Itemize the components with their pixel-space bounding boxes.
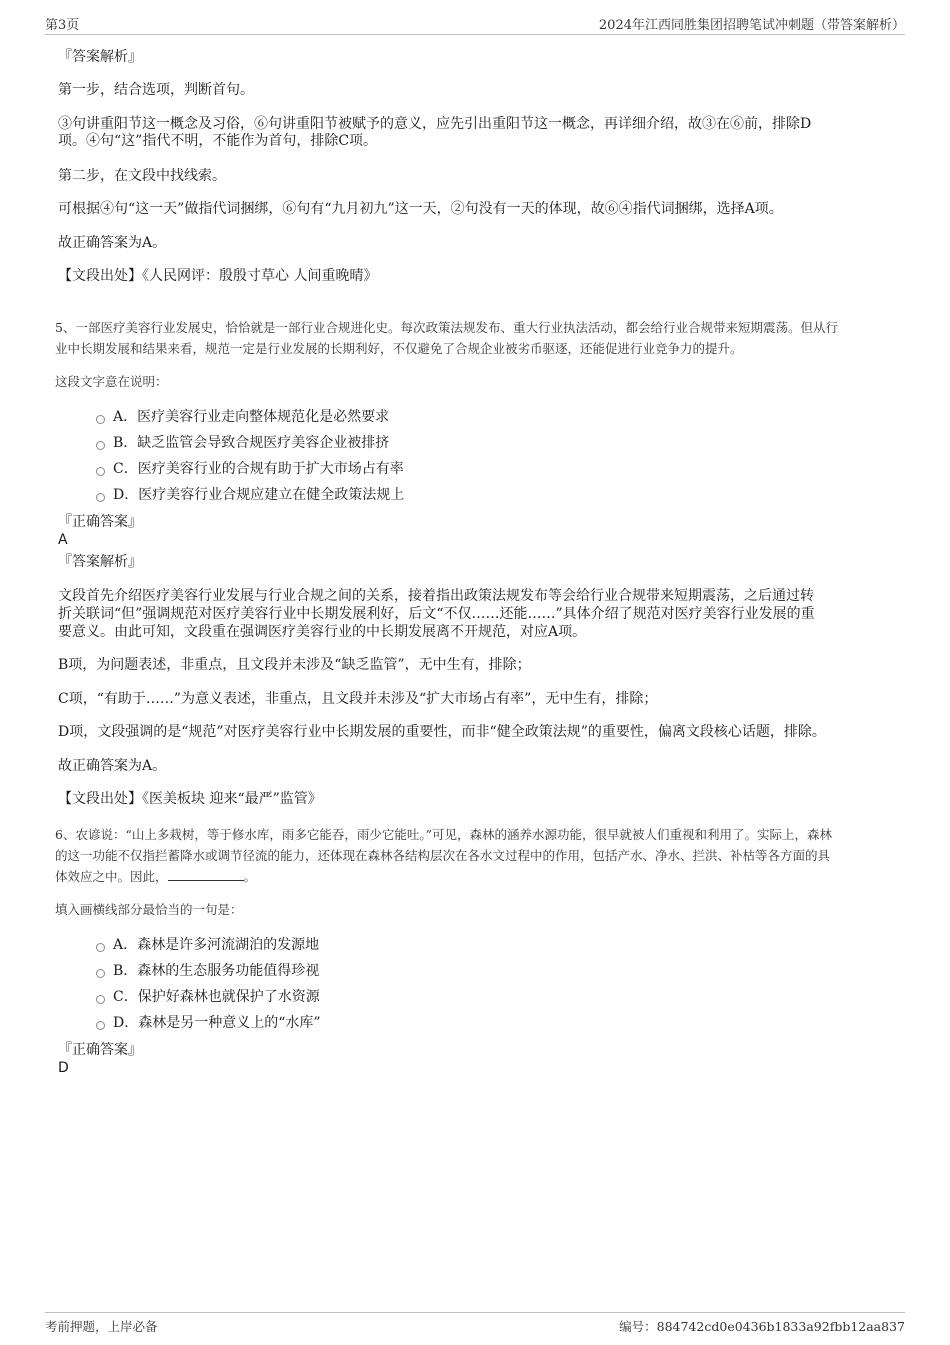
q5-option-b[interactable] — [96, 434, 389, 452]
radio-icon[interactable] — [96, 995, 105, 1004]
analysis-paragraph-line: 折关联词“但”强调规范对医疗美容行业中长期发展利好，后文“不仅……还能……”具体介绍了规范对医疗美容行业发展的重 — [58, 606, 815, 622]
radio-icon[interactable] — [96, 441, 105, 450]
analysis-heading: 『答案解析』 — [58, 49, 142, 65]
option-label: C．医疗美容行业的合规有助于扩大市场占有率 — [113, 461, 404, 477]
answer-conclusion: 故正确答案为A。 — [58, 235, 167, 251]
correct-answer: A — [58, 532, 68, 548]
question-6-prompt: 填入画横线部分最恰当的一句是： — [55, 902, 243, 917]
option-label: B．缺乏监管会导致合规医疗美容企业被排挤 — [113, 435, 390, 451]
radio-icon[interactable] — [96, 493, 105, 502]
q6-option-c[interactable] — [96, 988, 320, 1006]
analysis-paragraph-line: 项。④句“这”指代不明，不能作为首句，排除C项。 — [58, 133, 378, 149]
correct-answer-heading: 『正确答案』 — [58, 1042, 142, 1058]
q5-option-c[interactable] — [96, 460, 404, 478]
option-label: D．医疗美容行业合规应建立在健全政策法规上 — [113, 487, 405, 503]
question-line: 业中长期发展和结果来看，规范一定是行业发展的长期利好，不仅避免了合规企业被劣币驱逐，还能促进行业竞争力的提升。 — [55, 341, 743, 356]
analysis-paragraph-line: 文段首先介绍医疗美容行业发展与行业合规之间的关系，接着指出政策法规发布等会给行业合规带来短期震荡，之后通过转 — [58, 588, 814, 604]
analysis-step2: 第二步，在文段中找线索。 — [58, 168, 226, 184]
source-citation: 【文段出处】《医美板块 迎来“最严”监管》 — [58, 791, 322, 807]
fill-in-blank — [168, 868, 244, 881]
analysis-paragraph-line: ③句讲重阳节这一概念及习俗，⑥句讲重阳节被赋予的意义，应先引出重阳节这一概念，再详细介绍，故③在⑥前，排除D — [58, 116, 812, 132]
question-line: 5、一部医疗美容行业发展史，恰恰就是一部行业合规进化史。每次政策法规发布、重大行业执法活动，都会给行业合规带来短期震荡。但从行 — [55, 320, 838, 335]
correct-answer-heading: 『正确答案』 — [58, 514, 142, 530]
question-5-prompt: 这段文字意在说明： — [55, 374, 168, 389]
analysis-paragraph: 可根据④句“这一天”做指代词捆绑，⑥句有“九月初九”这一天，②句没有一天的体现，故⑥④指代词捆绑，选择A项。 — [58, 201, 783, 217]
question-6-text — [55, 824, 895, 887]
option-label: B．森林的生态服务功能值得珍视 — [113, 963, 320, 979]
radio-icon[interactable] — [96, 467, 105, 476]
page-number: 第3页 — [45, 18, 80, 33]
q6-option-a[interactable] — [96, 936, 319, 954]
footer-slogan: 考前押题，上岸必备 — [45, 1319, 158, 1334]
analysis-step1: 第一步，结合选项，判断首句。 — [58, 82, 254, 98]
radio-icon[interactable] — [96, 1021, 105, 1030]
q5-option-a[interactable] — [96, 408, 389, 426]
option-label: C．保护好森林也就保护了水资源 — [113, 989, 320, 1005]
radio-icon[interactable] — [96, 415, 105, 424]
page-footer — [45, 1312, 905, 1336]
option-label: D．森林是另一种意义上的“水库” — [113, 1015, 321, 1031]
source-citation: 【文段出处】《人民网评：殷殷寸草心 人间重晚晴》 — [58, 268, 378, 284]
option-label: A．森林是许多河流湖泊的发源地 — [113, 937, 320, 953]
radio-icon[interactable] — [96, 943, 105, 952]
analysis-paragraph-line: 要意义。由此可知，文段重在强调医疗美容行业的中长期发展离不开规范，对应A项。 — [58, 624, 587, 640]
question-5-text — [55, 317, 895, 359]
question-line: 的这一功能不仅指拦蓄降水或调节径流的能力，还体现在森林各结构层次在各水文过程中的作用，包括产水、净水、拦洪、补枯等各方面的具 — [55, 848, 831, 863]
radio-icon[interactable] — [96, 969, 105, 978]
question-text-fragment: 。 — [243, 869, 257, 884]
analysis-option-d: D项，文段强调的是“规范”对医疗美容行业中长期发展的重要性，而非“健全政策法规”的重要性，偏离文段核心话题，排除。 — [58, 724, 826, 740]
analysis-heading: 『答案解析』 — [58, 554, 142, 570]
q6-option-d[interactable] — [96, 1014, 321, 1032]
question-text-fragment: 体效应之中。因此， — [55, 869, 168, 884]
question-line — [55, 866, 895, 887]
q6-option-b[interactable] — [96, 962, 319, 980]
question-line: 6、农谚说：“山上多栽树，等于修水库，雨多它能吞，雨少它能吐。”可见，森林的涵养水源功能，很早就被人们重视和利用了。实际上，森林 — [55, 827, 832, 842]
answer-conclusion: 故正确答案为A。 — [58, 758, 167, 774]
document-id: 编号：884742cd0e0436b1833a92fbb12aa837 — [619, 1319, 905, 1334]
correct-answer: D — [58, 1060, 69, 1076]
page-header — [45, 14, 905, 35]
analysis-option-c: C项，“有助于……”为意义表述，非重点，且文段并未涉及“扩大市场占有率”，无中生有，排除； — [58, 691, 658, 707]
q5-option-d[interactable] — [96, 486, 404, 504]
option-label: A．医疗美容行业走向整体规范化是必然要求 — [113, 409, 390, 425]
analysis-option-b: B项，为问题表述，非重点，且文段并未涉及“缺乏监管”，无中生有，排除； — [58, 657, 531, 673]
document-title: 2024年江西同胜集团招聘笔试冲刺题（带答案解析） — [598, 18, 905, 33]
